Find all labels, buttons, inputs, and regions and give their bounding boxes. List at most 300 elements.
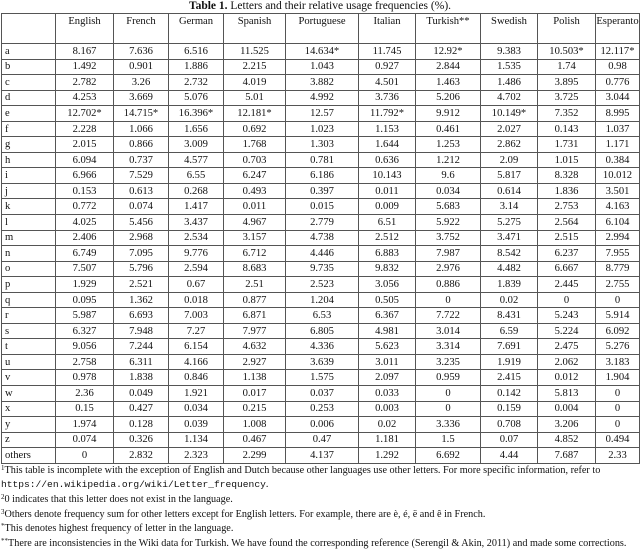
frequency-cell: 0.427	[114, 401, 169, 417]
frequency-cell: 0.886	[416, 277, 481, 293]
frequency-cell: 2.564	[538, 215, 596, 231]
table-row	[2, 401, 640, 417]
footnote-mark: **	[1, 536, 8, 545]
table-row	[2, 339, 640, 355]
frequency-cell: 0.009	[359, 199, 416, 215]
frequency-cell: 0.034	[416, 183, 481, 199]
frequency-cell: 6.327	[56, 323, 114, 339]
frequency-cell: 0.015	[286, 199, 359, 215]
frequency-cell: 0.636	[359, 152, 416, 168]
column-header: Portuguese	[286, 14, 359, 44]
frequency-cell: 3.157	[224, 230, 286, 246]
frequency-cell: 0.781	[286, 152, 359, 168]
footnote-text: Others denote frequency sum for other letters except for English letters. For example, there are è, é, ë and ê in French.	[4, 508, 486, 520]
frequency-cell: 6.092	[596, 323, 640, 339]
frequency-cell: 0.142	[481, 386, 538, 402]
frequency-cell: 1.644	[359, 137, 416, 153]
table-row	[2, 152, 640, 168]
frequency-cell: 0	[416, 386, 481, 402]
table-row	[2, 59, 640, 75]
frequency-cell: 2.415	[481, 370, 538, 386]
frequency-cell: 5.275	[481, 215, 538, 231]
table-row	[2, 183, 640, 199]
frequency-cell: 2.062	[538, 354, 596, 370]
frequency-cell: 8.683	[224, 261, 286, 277]
frequency-cell: 5.914	[596, 308, 640, 324]
frequency-cell: 4.336	[286, 339, 359, 355]
frequency-cell: 6.59	[481, 323, 538, 339]
footnote	[1, 464, 640, 493]
frequency-cell: 1.839	[481, 277, 538, 293]
frequency-cell: 1.974	[56, 417, 114, 433]
frequency-cell: 2.534	[169, 230, 224, 246]
frequency-cell: 3.669	[114, 90, 169, 106]
frequency-cell: 1.362	[114, 292, 169, 308]
frequency-cell: 6.749	[56, 246, 114, 262]
column-header: German	[169, 14, 224, 44]
table-row	[2, 121, 640, 137]
frequency-cell: 4.981	[359, 323, 416, 339]
frequency-cell: 1.417	[169, 199, 224, 215]
frequency-cell: 6.51	[359, 215, 416, 231]
frequency-cell: 0.017	[224, 386, 286, 402]
frequency-cell: 5.623	[359, 339, 416, 355]
frequency-cell: 0.074	[56, 432, 114, 448]
frequency-cell: 10.143	[359, 168, 416, 184]
frequency-cell: 2.862	[481, 137, 538, 153]
frequency-cell: 12.57	[286, 106, 359, 122]
frequency-cell: 2.753	[538, 199, 596, 215]
frequency-cell: 1.066	[114, 121, 169, 137]
frequency-cell: 6.55	[169, 168, 224, 184]
frequency-cell: 0.494	[596, 432, 640, 448]
frequency-cell: 1.492	[56, 59, 114, 75]
frequency-cell: 2.215	[224, 59, 286, 75]
frequency-cell: 1.463	[416, 75, 481, 91]
frequency-cell: 2.732	[169, 75, 224, 91]
frequency-cell: 5.076	[169, 90, 224, 106]
table-row	[2, 417, 640, 433]
frequency-cell: 6.883	[359, 246, 416, 262]
frequency-cell: 1.153	[359, 121, 416, 137]
frequency-cell: 2.015	[56, 137, 114, 153]
frequency-cell: 1.5	[416, 432, 481, 448]
frequency-cell: 10.503*	[538, 44, 596, 60]
table-caption-label: Table 1.	[188, 0, 228, 12]
frequency-cell: 0.98	[596, 59, 640, 75]
frequency-cell: 11.525	[224, 44, 286, 60]
frequency-cell: 0.613	[114, 183, 169, 199]
frequency-cell: 4.163	[596, 199, 640, 215]
row-letter: n	[2, 246, 56, 262]
frequency-cell: 0.128	[114, 417, 169, 433]
frequency-cell: 0.074	[114, 199, 169, 215]
footnote	[1, 493, 640, 508]
frequency-cell: 0.018	[169, 292, 224, 308]
frequency-cell: 7.955	[596, 246, 640, 262]
frequency-cell: 6.516	[169, 44, 224, 60]
frequency-cell: 2.323	[169, 448, 224, 464]
frequency-cell: 3.471	[481, 230, 538, 246]
frequency-cell: 7.507	[56, 261, 114, 277]
frequency-cell: 3.725	[538, 90, 596, 106]
frequency-cell: 6.154	[169, 339, 224, 355]
frequency-cell: 8.328	[538, 168, 596, 184]
footnote-mark: 1	[1, 463, 5, 472]
frequency-cell: 3.314	[416, 339, 481, 355]
frequency-cell: 2.445	[538, 277, 596, 293]
frequency-cell: 4.738	[286, 230, 359, 246]
table-caption-text: Letters and their relative usage frequencies (%).	[227, 0, 452, 12]
table-row	[2, 168, 640, 184]
table-caption	[0, 0, 640, 13]
frequency-cell: 5.243	[538, 308, 596, 324]
row-letter: m	[2, 230, 56, 246]
frequency-cell: 3.011	[359, 354, 416, 370]
frequency-cell: 6.871	[224, 308, 286, 324]
frequency-cell: 0	[416, 292, 481, 308]
frequency-cell: 8.779	[596, 261, 640, 277]
row-letter: a	[2, 44, 56, 60]
frequency-cell: 4.702	[481, 90, 538, 106]
table-row	[2, 432, 640, 448]
frequency-cell: 1.008	[224, 417, 286, 433]
frequency-cell: 0.47	[286, 432, 359, 448]
frequency-cell: 0.095	[56, 292, 114, 308]
footnote-mark: *	[1, 522, 5, 531]
footnote-mark: 3	[1, 507, 5, 516]
frequency-cell: 9.832	[359, 261, 416, 277]
frequency-cell: 1.015	[538, 152, 596, 168]
frequency-cell: 1.535	[481, 59, 538, 75]
row-letter: j	[2, 183, 56, 199]
row-letter: c	[2, 75, 56, 91]
frequency-cell: 7.691	[481, 339, 538, 355]
frequency-cell: 2.994	[596, 230, 640, 246]
row-letter: k	[2, 199, 56, 215]
row-letter: others	[2, 448, 56, 464]
frequency-cell: 7.352	[538, 106, 596, 122]
frequency-cell: 1.204	[286, 292, 359, 308]
frequency-cell: 3.206	[538, 417, 596, 433]
frequency-cell: 2.51	[224, 277, 286, 293]
row-letter: t	[2, 339, 56, 355]
row-letter: f	[2, 121, 56, 137]
frequency-cell: 0.708	[481, 417, 538, 433]
column-header: French	[114, 14, 169, 44]
frequency-cell: 0.692	[224, 121, 286, 137]
frequency-cell: 16.396*	[169, 106, 224, 122]
frequency-cell: 3.014	[416, 323, 481, 339]
table-header-row	[2, 14, 640, 44]
letter-frequency-table	[1, 13, 640, 464]
frequency-cell: 8.431	[481, 308, 538, 324]
frequency-cell: 1.768	[224, 137, 286, 153]
frequency-cell: 4.967	[224, 215, 286, 231]
frequency-cell: 0.215	[224, 401, 286, 417]
frequency-cell: 0.012	[538, 370, 596, 386]
frequency-cell: 10.149*	[481, 106, 538, 122]
frequency-cell: 5.922	[416, 215, 481, 231]
frequency-cell: 6.186	[286, 168, 359, 184]
table-row	[2, 261, 640, 277]
frequency-cell: 1.486	[481, 75, 538, 91]
frequency-cell: 5.813	[538, 386, 596, 402]
frequency-cell: 0.268	[169, 183, 224, 199]
frequency-cell: 4.501	[359, 75, 416, 91]
frequency-cell: 2.844	[416, 59, 481, 75]
frequency-cell: 2.027	[481, 121, 538, 137]
frequency-cell: 5.206	[416, 90, 481, 106]
frequency-cell: 3.895	[538, 75, 596, 91]
footnote-text: This denotes highest frequency of letter in the language.	[4, 523, 234, 535]
frequency-cell: 3.437	[169, 215, 224, 231]
frequency-cell: 2.33	[596, 448, 640, 464]
frequency-cell: 8.995	[596, 106, 640, 122]
row-letter: g	[2, 137, 56, 153]
frequency-cell: 4.992	[286, 90, 359, 106]
frequency-cell: 6.104	[596, 215, 640, 231]
frequency-cell: 0.143	[538, 121, 596, 137]
frequency-cell: 3.752	[416, 230, 481, 246]
table-row	[2, 230, 640, 246]
frequency-cell: 9.912	[416, 106, 481, 122]
table-row	[2, 277, 640, 293]
frequency-cell: 1.043	[286, 59, 359, 75]
frequency-cell: 0.003	[359, 401, 416, 417]
frequency-cell: 14.634*	[286, 44, 359, 60]
frequency-cell: 6.094	[56, 152, 114, 168]
frequency-cell: 3.336	[416, 417, 481, 433]
table-row	[2, 308, 640, 324]
frequency-cell: 0.877	[224, 292, 286, 308]
frequency-cell: 3.882	[286, 75, 359, 91]
frequency-cell: 12.117*	[596, 44, 640, 60]
footnote-link[interactable]: https://en.wikipedia.org/wiki/Letter_frequency	[1, 479, 266, 491]
frequency-cell: 1.656	[169, 121, 224, 137]
frequency-cell: 4.137	[286, 448, 359, 464]
row-letter: u	[2, 354, 56, 370]
frequency-cell: 1.921	[169, 386, 224, 402]
frequency-cell: 1.575	[286, 370, 359, 386]
frequency-cell: 9.776	[169, 246, 224, 262]
frequency-cell: 0.011	[359, 183, 416, 199]
frequency-cell: 4.632	[224, 339, 286, 355]
frequency-cell: 5.683	[416, 199, 481, 215]
frequency-cell: 0.033	[359, 386, 416, 402]
column-header: Polish	[538, 14, 596, 44]
frequency-cell: 5.224	[538, 323, 596, 339]
frequency-cell: 2.976	[416, 261, 481, 277]
table-row	[2, 370, 640, 386]
row-letter: i	[2, 168, 56, 184]
frequency-cell: 2.782	[56, 75, 114, 91]
frequency-cell: 0.07	[481, 432, 538, 448]
frequency-cell: 0.737	[114, 152, 169, 168]
frequency-cell: 0.004	[538, 401, 596, 417]
frequency-cell: 0	[56, 448, 114, 464]
frequency-cell: 1.836	[538, 183, 596, 199]
table-row	[2, 215, 640, 231]
frequency-cell: 0.034	[169, 401, 224, 417]
frequency-cell: 6.667	[538, 261, 596, 277]
frequency-cell: 3.501	[596, 183, 640, 199]
table-row	[2, 137, 640, 153]
footnote-text: There are inconsistencies in the Wiki data for Turkish. We have found the corresponding reference (Serengil & Akin, 2011) and made some corrections.	[8, 537, 627, 549]
frequency-cell: 0	[416, 401, 481, 417]
frequency-cell: 8.542	[481, 246, 538, 262]
footnote-mark: 2	[1, 492, 5, 501]
table-row	[2, 448, 640, 464]
frequency-cell: 2.779	[286, 215, 359, 231]
row-letter: z	[2, 432, 56, 448]
frequency-cell: 7.977	[224, 323, 286, 339]
frequency-cell: 0	[596, 292, 640, 308]
frequency-cell: 4.025	[56, 215, 114, 231]
table-row	[2, 106, 640, 122]
frequency-cell: 3.235	[416, 354, 481, 370]
frequency-cell: 1.74	[538, 59, 596, 75]
frequency-cell: 4.852	[538, 432, 596, 448]
frequency-cell: 0.703	[224, 152, 286, 168]
frequency-cell: 2.36	[56, 386, 114, 402]
column-header: Swedish	[481, 14, 538, 44]
header-corner	[2, 14, 56, 44]
frequency-cell: 2.475	[538, 339, 596, 355]
frequency-cell: 0.493	[224, 183, 286, 199]
frequency-cell: 0.049	[114, 386, 169, 402]
frequency-cell: 9.735	[286, 261, 359, 277]
frequency-cell: 7.948	[114, 323, 169, 339]
frequency-cell: 4.577	[169, 152, 224, 168]
frequency-cell: 2.927	[224, 354, 286, 370]
footnote	[1, 508, 640, 523]
frequency-cell: 3.009	[169, 137, 224, 153]
frequency-cell: 3.14	[481, 199, 538, 215]
frequency-cell: 1.904	[596, 370, 640, 386]
frequency-cell: 7.27	[169, 323, 224, 339]
column-header: Esperanto	[596, 14, 640, 44]
frequency-cell: 3.056	[359, 277, 416, 293]
table-row	[2, 246, 640, 262]
column-header: English	[56, 14, 114, 44]
footnotes	[0, 464, 640, 551]
frequency-cell: 6.692	[416, 448, 481, 464]
frequency-cell: 3.044	[596, 90, 640, 106]
frequency-cell: 1.212	[416, 152, 481, 168]
table-row	[2, 386, 640, 402]
frequency-cell: 3.736	[359, 90, 416, 106]
row-letter: b	[2, 59, 56, 75]
frequency-cell: 6.247	[224, 168, 286, 184]
frequency-cell: 7.722	[416, 308, 481, 324]
frequency-cell: 7.244	[114, 339, 169, 355]
frequency-cell: 0.037	[286, 386, 359, 402]
row-letter: q	[2, 292, 56, 308]
frequency-cell: 12.181*	[224, 106, 286, 122]
frequency-cell: 0.901	[114, 59, 169, 75]
frequency-cell: 2.523	[286, 277, 359, 293]
row-letter: v	[2, 370, 56, 386]
frequency-cell: 1.929	[56, 277, 114, 293]
table-row	[2, 75, 640, 91]
frequency-cell: 4.019	[224, 75, 286, 91]
footnote-text: 0 indicates that this letter does not exist in the language.	[4, 493, 233, 505]
table-row	[2, 44, 640, 60]
frequency-cell: 0.006	[286, 417, 359, 433]
frequency-cell: 2.594	[169, 261, 224, 277]
frequency-cell: 1.181	[359, 432, 416, 448]
frequency-cell: 6.693	[114, 308, 169, 324]
column-header: Spanish	[224, 14, 286, 44]
frequency-cell: 0.866	[114, 137, 169, 153]
frequency-cell: 7.987	[416, 246, 481, 262]
frequency-cell: 0.846	[169, 370, 224, 386]
footnote	[1, 522, 640, 537]
row-letter: w	[2, 386, 56, 402]
frequency-cell: 2.758	[56, 354, 114, 370]
row-letter: o	[2, 261, 56, 277]
frequency-cell: 0.039	[169, 417, 224, 433]
frequency-cell: 0.02	[481, 292, 538, 308]
table-row	[2, 199, 640, 215]
frequency-cell: 1.919	[481, 354, 538, 370]
frequency-cell: 0.927	[359, 59, 416, 75]
frequency-cell: 3.639	[286, 354, 359, 370]
frequency-cell: 6.53	[286, 308, 359, 324]
frequency-cell: 10.012	[596, 168, 640, 184]
frequency-cell: 2.299	[224, 448, 286, 464]
frequency-cell: 12.92*	[416, 44, 481, 60]
frequency-cell: 6.311	[114, 354, 169, 370]
frequency-cell: 0.159	[481, 401, 538, 417]
frequency-cell: 0	[596, 386, 640, 402]
table-row	[2, 354, 640, 370]
frequency-cell: 5.01	[224, 90, 286, 106]
frequency-cell: 11.745	[359, 44, 416, 60]
frequency-cell: 0	[596, 401, 640, 417]
frequency-cell: 0.011	[224, 199, 286, 215]
frequency-cell: 1.037	[596, 121, 640, 137]
frequency-cell: 2.512	[359, 230, 416, 246]
frequency-cell: 1.731	[538, 137, 596, 153]
frequency-cell: 0.326	[114, 432, 169, 448]
frequency-cell: 7.003	[169, 308, 224, 324]
frequency-cell: 2.406	[56, 230, 114, 246]
frequency-cell: 2.968	[114, 230, 169, 246]
frequency-cell: 1.303	[286, 137, 359, 153]
row-letter: y	[2, 417, 56, 433]
frequency-cell: 0.978	[56, 370, 114, 386]
frequency-cell: 0.253	[286, 401, 359, 417]
frequency-cell: 0.461	[416, 121, 481, 137]
frequency-cell: 5.276	[596, 339, 640, 355]
table-row	[2, 292, 640, 308]
frequency-cell: 7.687	[538, 448, 596, 464]
table-row	[2, 90, 640, 106]
frequency-cell: 4.166	[169, 354, 224, 370]
frequency-cell: 6.805	[286, 323, 359, 339]
frequency-cell: 1.138	[224, 370, 286, 386]
frequency-cell: 0.772	[56, 199, 114, 215]
frequency-cell: 9.383	[481, 44, 538, 60]
frequency-cell: 1.838	[114, 370, 169, 386]
table-row	[2, 323, 640, 339]
frequency-cell: 1.134	[169, 432, 224, 448]
frequency-cell: 0.467	[224, 432, 286, 448]
frequency-cell: 7.636	[114, 44, 169, 60]
row-letter: x	[2, 401, 56, 417]
